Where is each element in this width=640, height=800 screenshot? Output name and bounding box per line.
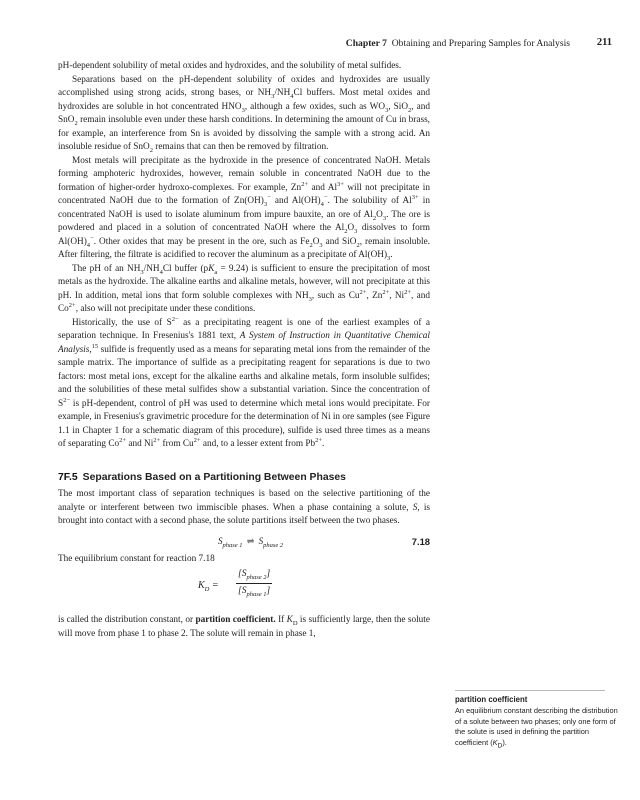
kd-numerator: $[S_{phase 2}]$ [236,568,272,584]
kd-fraction [236,568,272,598]
margin-divider [455,690,605,691]
paragraph-1: pH-dependent solubility of metal oxides and hydroxides, and the solubility of metal sulfides. [58,61,402,71]
section-number: 7F.5 [58,471,78,483]
chapter-label: Chapter 7 [345,38,387,49]
section-title: Separations Based on a Partitioning Between Phases [82,471,346,483]
chapter-name: Obtaining and Preparing Samples for Analysis [391,38,570,49]
equation-expression: $S_{phase 1}$ ⇌ $S_{phase 2}$ [218,535,284,549]
paragraph-4: The pH of an $NH_3/NH_4Cl$ buffer $(pK_a = 9.24)$ is sufficient to ensure the precipitation of most metals as the hydroxide. The alkaline earths and alkaline metals, however, will not precipitate at this pH. In addition, metal ions that form soluble complexes with $NH_3$, such as $Cu^{2+}$, $Zn^{2+}$, $Ni^{2+}$, and $Co^{2+}$, also will not precipitate under these conditions. [58,263,431,314]
section-heading [58,471,430,485]
kd-denominator: $[S_{phase 1}]$ [238,585,271,598]
running-header [0,38,640,52]
paragraph-2: Separations based on the pH-dependent solubility of oxides and hydroxides are usually accomplished using strong acids, strong bases, or $NH_3/NH_4Cl$ buffers. Most metal oxides and hydroxides are soluble in hot concentrated $HNO_3$, although a few oxides, such as $WO_3$, SiO$_2$, and SnO$_2$ remain insoluble even under these harsh conditions. In determining the amount of Cu in brass, for example, an interference from Sn is avoided by dissolving the sample with a strong acid. An insoluble residue of SnO$_2$ remains that can then be removed by filtration. [58,74,430,154]
margin-term: partition coefficient [455,695,528,704]
kd-equation [58,568,430,606]
main-text-column [58,60,430,641]
equation-7-18 [58,531,430,553]
section-intro: The most important class of separation techniques is based on the selective partitioning of the analyte or interferent between two immiscible phases. When a phase containing a solute, S, is brought into contact with a second phase, the solute partitions itself between the two phases. [58,489,430,526]
page-number: 211 [596,37,612,48]
paragraph-5: Historically, the use of $S^{2-}$ as a precipitating reagent is one of the earliest examples of a separation technique. In Fresenius's 1881 text, A System of Instruction in Quantitative Chemical Analysis,$^{15}$ sulfide is frequently used as a means for separating metal ions from the remainder of the sample matrix. The importance of sulfide as a precipitating reagent for separations is due to two factors: most metal ions, except for the alkaline earths and alkaline metals, form insoluble sulfides; and the solubilities of these metal sulfides show a substantial variation. Since the concentration of $S^{2-}$ is pH-dependent, control of pH was used to determine which metal ions would precipitate. For example, in Fresenius's gravimetric procedure for the determination of Ni in ore samples (see Figure 1.1 in Chapter 1 for a schematic diagram of this procedure), sulfide is used three times as a means of separating $Co^{2+}$ and $Ni^{2+}$ from $Cu^{2+}$ and, to a lesser extent from $Pb^{2+}$. [58,315,430,449]
equation-number: 7.18 [411,535,430,547]
margin-definition [455,695,623,748]
paragraph-3: Most metals will precipitate as the hydroxide in the presence of concentrated NaOH. Metals forming amphoteric hydroxides, however, remain soluble in concentrated NaOH due to the formation of higher-order hydroxo-complexes. For example, $Zn^{2+}$ and $Al^{3+}$ will not precipitate in concentrated NaOH due to the formation of $Zn(OH)_3^-$ and $Al(OH)_4^-$. The solubility of $Al^{3+}$ in concentrated NaOH is used to isolate aluminum from impure bauxite, an ore of $Al_2O_3$. The ore is powdered and placed in a solution of concentrated NaOH where the $Al_2O_3$ dissolves to form $Al(OH)_4^-$. Other oxides that may be present in the ore, such as $Fe_2O_3$ and SiO$_2$, remain insoluble. After filtering, the filtrate is acidified to recover the aluminum as a precipitate of $Al(OH)_3$. [58,155,431,262]
closing-paragraph: is called the distribution constant, or partition coefficient. If $K_D$ is sufficiently large, then the solute will move from phase 1 to phase 2. The solute will remain in phase 1, [58,615,430,639]
after-equation-text: The equilibrium constant for reaction 7.18 [58,553,215,564]
margin-definition-text: An equilibrium constant describing the distribution of a solute between two phases; only one form of the solute is used in defining the partition coefficient $(K_D)$. [455,706,618,750]
kd-lhs: $K_D$ = [198,580,219,593]
chapter-title [346,38,570,49]
